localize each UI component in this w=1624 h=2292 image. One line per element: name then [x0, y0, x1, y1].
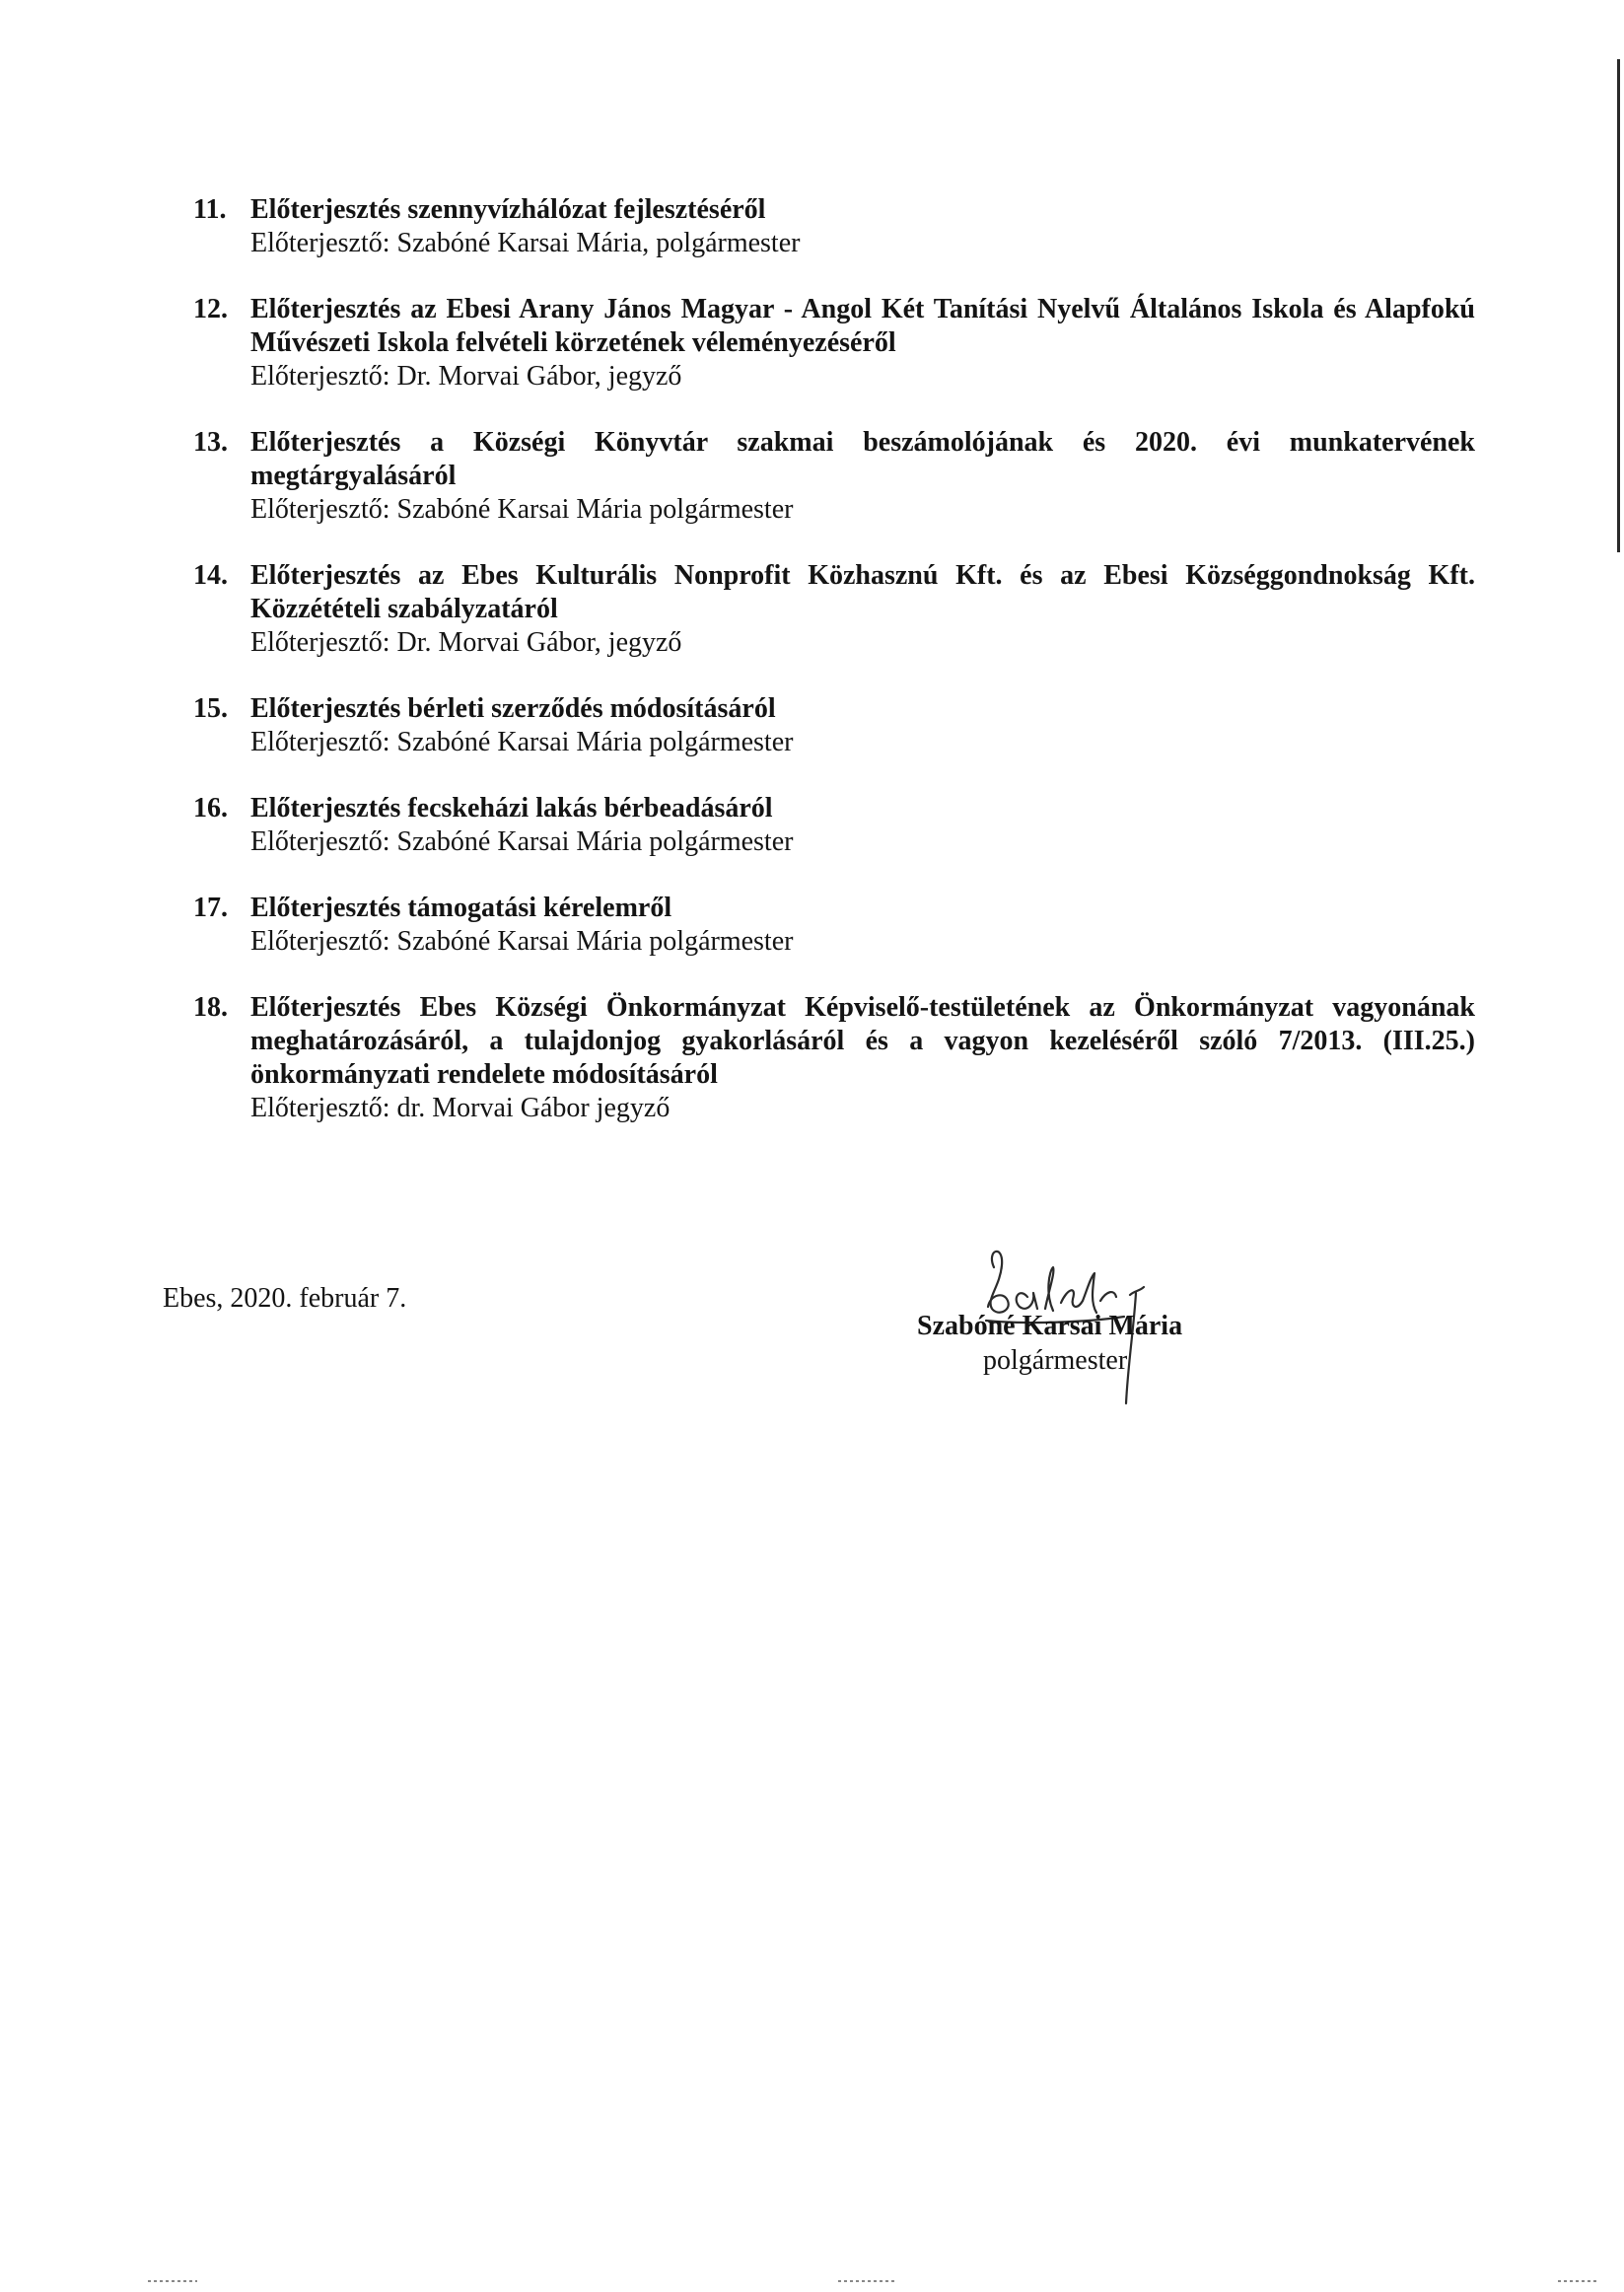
agenda-item-number: 18. [193, 992, 228, 1023]
agenda-item-number: 16. [193, 793, 228, 824]
agenda-item-title: Előterjesztés az Ebes Kulturális Nonprofit Közhasznú Kft. és az Ebesi Községgondnokság Kft. Közzétételi szabályzatáról [250, 560, 1475, 624]
agenda-item [193, 293, 1475, 394]
agenda-item-number: 12. [193, 294, 228, 324]
agenda-item [193, 692, 1475, 759]
agenda-item-title: Előterjesztés bérleti szerződés módosításáról [250, 693, 776, 724]
agenda-item-title: Előterjesztés az Ebesi Arany János Magyar - Angol Két Tanítási Nyelvű Általános Iskola és Alapfokú Művészeti Iskola felvételi körzetének véleményezéséről [250, 294, 1475, 358]
agenda-item-title: Előterjesztés fecskeházi lakás bérbeadásáról [250, 793, 773, 824]
agenda-item-presenter: Előterjesztő: Dr. Morvai Gábor, jegyző [250, 361, 682, 392]
agenda-item-number: 17. [193, 893, 228, 923]
place-and-date: Ebes, 2020. február 7. [163, 1283, 407, 1314]
agenda-item-number: 13. [193, 427, 228, 458]
signer-role: polgármester [983, 1345, 1128, 1376]
agenda-item-presenter: Előterjesztő: Szabóné Karsai Mária, polgármester [250, 228, 801, 258]
agenda-item-presenter: Előterjesztő: dr. Morvai Gábor jegyző [250, 1093, 671, 1123]
agenda-item [193, 792, 1475, 859]
agenda-item-presenter: Előterjesztő: Szabóné Karsai Mária polgármester [250, 494, 794, 525]
agenda-item-number: 15. [193, 693, 228, 724]
agenda-item-title: Előterjesztés a Községi Könyvtár szakmai beszámolójának és 2020. évi munkatervének megtárgyalásáról [250, 427, 1475, 491]
agenda-item [193, 892, 1475, 959]
agenda-list [193, 193, 1475, 1158]
scan-noise-dots [838, 2280, 897, 2282]
agenda-item-title: Előterjesztés Ebes Községi Önkormányzat Képviselő-testületének az Önkormányzat vagyonának meghatározásáról, a tulajdonjog gyakorlásáról és a vagyon kezeléséről szóló 7/2013. (III.25.) önkormányzati rendelete módosításáról [250, 992, 1475, 1090]
agenda-item-presenter: Előterjesztő: Szabóné Karsai Mária polgármester [250, 926, 794, 957]
signer-name: Szabóné Karsai Mária [917, 1311, 1183, 1341]
agenda-item [193, 426, 1475, 527]
agenda-item-number: 14. [193, 560, 228, 591]
agenda-item-number: 11. [193, 194, 227, 225]
agenda-item-title: Előterjesztés támogatási kérelemről [250, 893, 672, 923]
agenda-item-presenter: Előterjesztő: Szabóné Karsai Mária polgármester [250, 727, 794, 757]
signature-block [917, 1238, 1233, 1415]
agenda-item [193, 559, 1475, 660]
agenda-item-presenter: Előterjesztő: Dr. Morvai Gábor, jegyző [250, 627, 682, 658]
scan-noise-dots [148, 2280, 197, 2282]
agenda-item [193, 193, 1475, 260]
agenda-item-presenter: Előterjesztő: Szabóné Karsai Mária polgármester [250, 826, 794, 857]
agenda-item-title: Előterjesztés szennyvízhálózat fejlesztéséről [250, 194, 766, 225]
scan-edge-artifact [1617, 59, 1620, 552]
agenda-item [193, 991, 1475, 1125]
scan-noise-dots [1558, 2280, 1597, 2282]
